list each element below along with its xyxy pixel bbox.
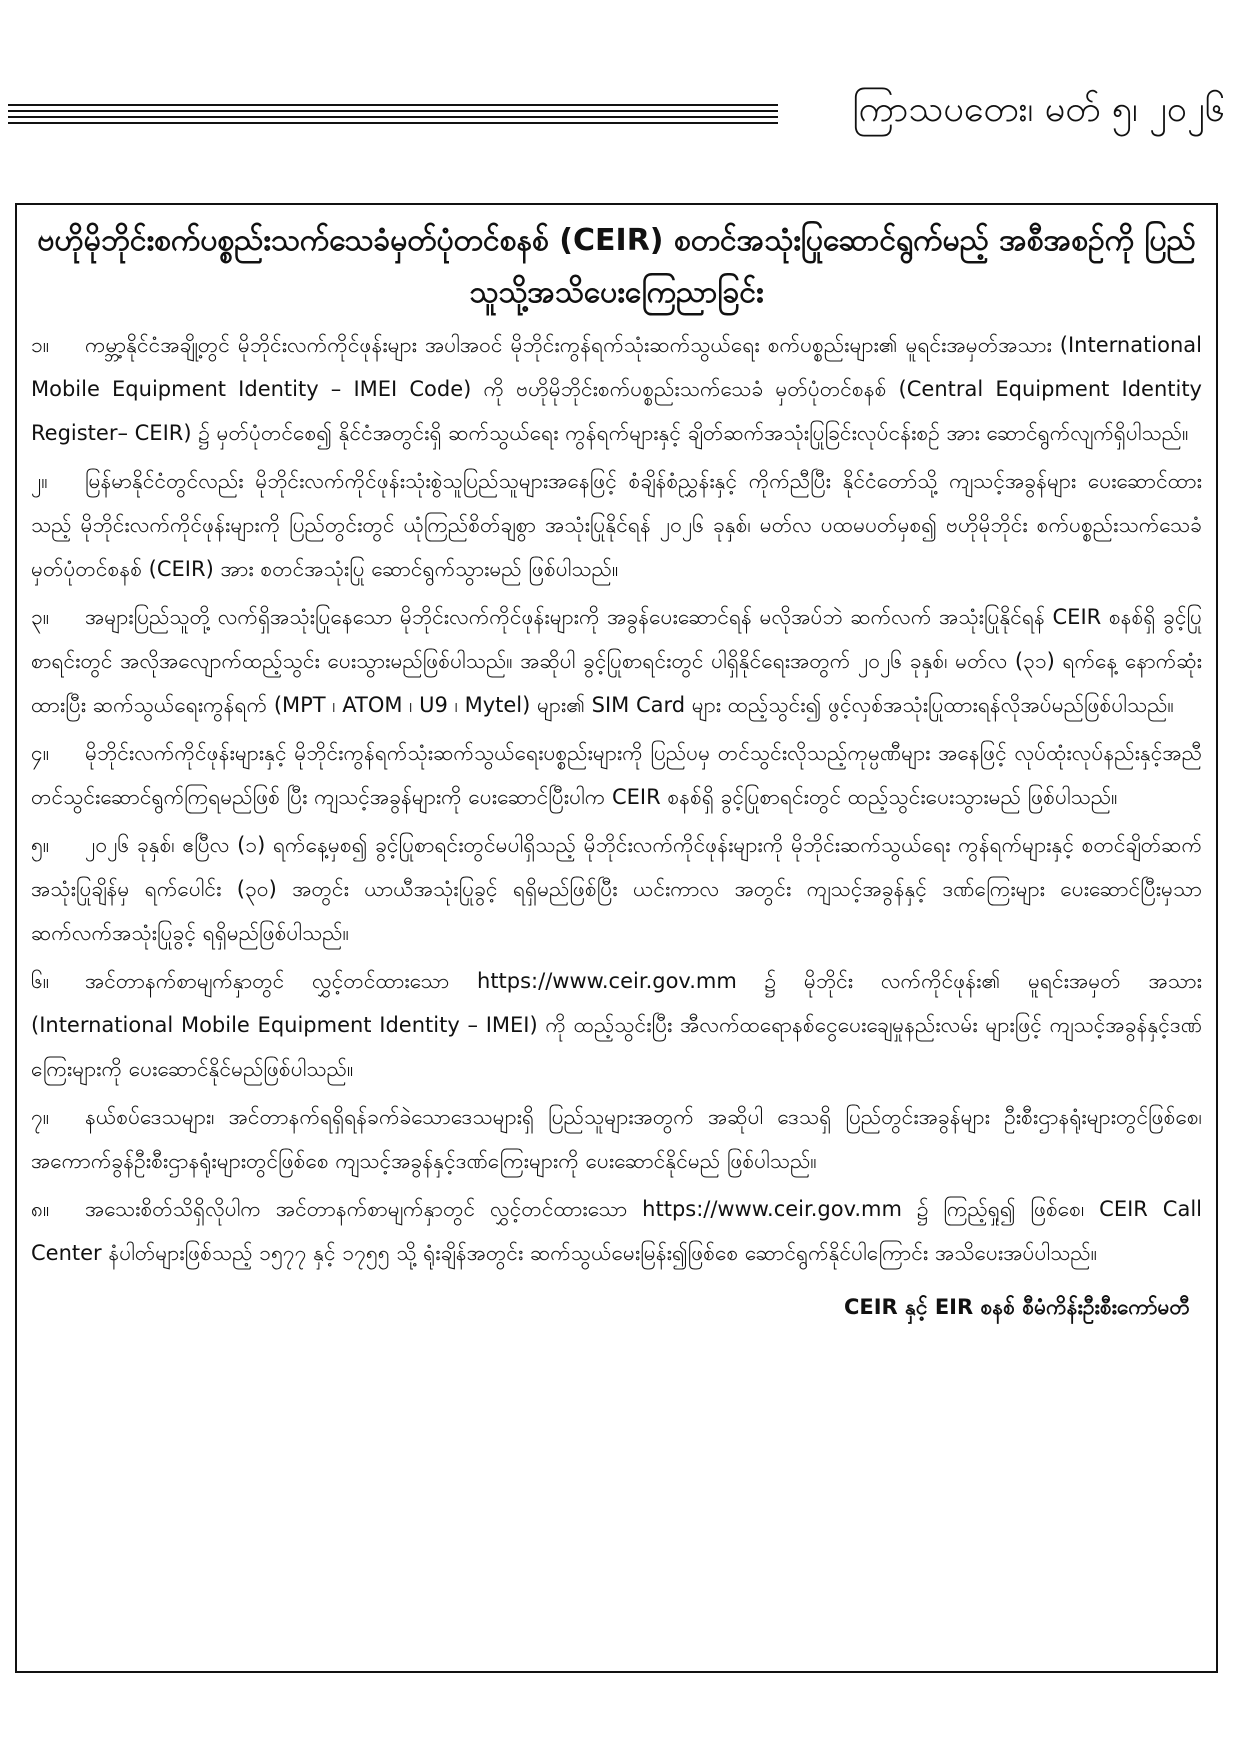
paragraph-text: မိုဘိုင်းလက်ကိုင်ဖုန်းများနှင့် မိုဘိုင်းကွန်ရက်သုံးဆက်သွယ်ရေးပစ္စည်းများကို ပြည်ပမှ တင်သွင်းလိုသည့်ကုမ္ပဏီများ အနေဖြင့် လုပ်ထုံးလုပ်နည်းနှင့်အညီ တင်သွင်းဆောင်ရွက်ကြရမည်ဖြစ် ပြီး ကျသင့်အခွန်များကို ပေးဆောင်ပြီးပါက CEIR စနစ်ရှိ ခွင့်ပြုစာရင်းတွင် ထည့်သွင်းပေးသွားမည် ဖြစ်ပါသည်။ (31, 741, 1202, 809)
paragraph-number: ၄။ (31, 741, 50, 765)
paragraph-text: အသေးစိတ်သိရှိလိုပါက အင်တာနက်စာမျက်နှာတွင် လွှင့်တင်ထားသော https://www.ceir.gov.mm ၌ ကြည့်ရှု၍ ဖြစ်စေ၊ CEIR Call Center နံပါတ်များဖြစ်သည့် ၁၅၇၇ နှင့် ၁၇၅၅ သို့ ရုံးချိန်အတွင်း ဆက်သွယ်မေးမြန်း၍ဖြစ်စေ ဆောင်ရွက်နိုင်ပါကြောင်း အသိပေးအပ်ပါသည်။ (31, 1197, 1202, 1265)
paragraph-7 (31, 1095, 1202, 1183)
paragraph-text: မြန်မာနိုင်ငံတွင်လည်း မိုဘိုင်းလက်ကိုင်ဖုန်းသုံးစွဲသူပြည်သူများအနေဖြင့် စံချိန်စံညွှန်းနှင့် ကိုက်ညီပြီး နိုင်ငံတော်သို့ ကျသင့်အခွန်များ ပေးဆောင်ထားသည့် မိုဘိုင်းလက်ကိုင်ဖုန်းများကို ပြည်တွင်းတွင် ယုံကြည်စိတ်ချစွာ အသုံးပြုနိုင်ရန် ၂၀၂၆ ခုနှစ်၊ မတ်လ ပထမပတ်မှစ၍ ဗဟိုမိုဘိုင်း စက်ပစ္စည်းသက်သေခံမှတ်ပုံတင်စနစ် (CEIR) အား စတင်အသုံးပြု ဆောင်ရွက်သွားမည် ဖြစ်ပါသည်။ (31, 469, 1202, 581)
paragraph-text: အများပြည်သူတို့ လက်ရှိအသုံးပြုနေသော မိုဘိုင်းလက်ကိုင်ဖုန်းများကို အခွန်ပေးဆောင်ရန် မလိုအပ်ဘဲ ဆက်လက် အသုံးပြုနိုင်ရန် CEIR စနစ်ရှိ ခွင့်ပြုစာရင်းတွင် အလိုအလျောက်ထည့်သွင်း ပေးသွားမည်ဖြစ်ပါသည်။ အဆိုပါ ခွင့်ပြုစာရင်းတွင် ပါရှိနိုင်ရေးအတွက် ၂၀၂၆ ခုနှစ်၊ မတ်လ (၃၁) ရက်နေ့ နောက်ဆုံးထားပြီး ဆက်သွယ်ရေးကွန်ရက် (MPT ၊ ATOM ၊ U9 ၊ Mytel) များ၏ SIM Card များ ထည့်သွင်း၍ ဖွင့်လှစ်အသုံးပြုထားရန်လိုအပ်မည်ဖြစ်ပါသည်။ (31, 605, 1202, 717)
paragraph-number: ၃။ (31, 605, 50, 629)
paragraph-number: ၇။ (31, 1105, 50, 1129)
masthead-rule (8, 104, 778, 106)
announcement-box (15, 203, 1218, 1673)
issuing-committee-signature: CEIR နှင့် EIR စနစ် စီမံကိန်းဦးစီးကော်မတီ (843, 1295, 1190, 1319)
publication-date: ကြာသပတေး၊ မတ် ၅၊ ၂၀၂၆ (852, 89, 1225, 130)
paragraph-6 (31, 959, 1202, 1091)
masthead-rule (8, 116, 778, 118)
paragraph-text: ၂၀၂၆ ခုနှစ်၊ ဧပြီလ (၁) ရက်နေ့မှစ၍ ခွင့်ပြုစာရင်းတွင်မပါရှိသည့် မိုဘိုင်းလက်ကိုင်ဖုန်းများကို မိုဘိုင်းဆက်သွယ်ရေး ကွန်ရက်များနှင့် စတင်ချိတ်ဆက်အသုံးပြုချိန်မှ ရက်ပေါင်း (၃၀) အတွင်း ယာယီအသုံးပြုခွင့် ရရှိမည်ဖြစ်ပြီး ယင်းကာလ အတွင်း ကျသင့်အခွန်နှင့် ဒဏ်ကြေးများ ပေးဆောင်ပြီးမှသာ ဆက်လက်အသုံးပြုခွင့် ရရှိမည်ဖြစ်ပါသည်။ (31, 833, 1202, 945)
paragraph-5 (31, 823, 1202, 955)
paragraph-8 (31, 1187, 1202, 1275)
paragraph-text: ကမ္ဘာ့နိုင်ငံအချို့တွင် မိုဘိုင်းလက်ကိုင်ဖုန်းများ အပါအဝင် မိုဘိုင်းကွန်ရက်သုံးဆက်သွယ်ရေး စက်ပစ္စည်းများ၏ မူရင်းအမှတ်အသား (International Mobile Equipment Identity – IMEI Code) ကို ဗဟိုမိုဘိုင်းစက်ပစ္စည်းသက်သေခံ မှတ်ပုံတင်စနစ် (Central Equipment Identity Register– CEIR) ၌ မှတ်ပုံတင်စေ၍ နိုင်ငံအတွင်းရှိ ဆက်သွယ်ရေး ကွန်ရက်များနှင့် ချိတ်ဆက်အသုံးပြုခြင်းလုပ်ငန်းစဉ် အား ဆောင်ရွက်လျက်ရှိပါသည်။ (31, 333, 1202, 445)
paragraph-number: ၅။ (31, 833, 50, 857)
paragraph-text: နယ်စပ်ဒေသများ၊ အင်တာနက်ရရှိရန်ခက်ခဲသောဒေသများရှိ ပြည်သူများအတွက် အဆိုပါ ဒေသရှိ ပြည်တွင်းအခွန်များ ဦးစီးဌာနရုံးများတွင်ဖြစ်စေ၊ အကောက်ခွန်ဦးစီးဌာနရုံးများတွင်ဖြစ်စေ ကျသင့်အခွန်နှင့်ဒဏ်ကြေးများကို ပေးဆောင်နိုင်မည် ဖြစ်ပါသည်။ (31, 1105, 1202, 1173)
masthead-rule (8, 110, 778, 112)
paragraph-1 (31, 323, 1202, 455)
paragraph-2 (31, 459, 1202, 591)
paragraph-number: ၁။ (31, 333, 50, 357)
paragraph-4 (31, 731, 1202, 819)
paragraph-text: အင်တာနက်စာမျက်နှာတွင် လွှင့်တင်ထားသော https://www.ceir.gov.mm ၌ မိုဘိုင်း လက်ကိုင်ဖုန်း၏ မူရင်းအမှတ် အသား (International Mobile Equipment Identity – IMEI) ကို ထည့်သွင်းပြီး အီလက်ထရောနစ်ငွေပေးချေမှုနည်းလမ်း များဖြင့် ကျသင့်အခွန်နှင့်ဒဏ်ကြေးများကို ပေးဆောင်နိုင်မည်ဖြစ်ပါသည်။ (31, 969, 1202, 1081)
masthead-rule (8, 122, 778, 124)
paragraph-number: ၈။ (31, 1197, 50, 1221)
paragraph-number: ၆။ (31, 969, 50, 993)
paragraph-number: ၂။ (31, 469, 48, 493)
paragraph-3 (31, 595, 1202, 727)
masthead (0, 78, 1240, 158)
announcement-title: ဗဟိုမိုဘိုင်းစက်ပစ္စည်းသက်သေခံမှတ်ပုံတင်စနစ် (CEIR) စတင်အသုံးပြုဆောင်ရွက်မည့် အစီအစဉ်ကို ပြည်သူသို့အသိပေးကြေညာခြင်း (37, 223, 1196, 310)
